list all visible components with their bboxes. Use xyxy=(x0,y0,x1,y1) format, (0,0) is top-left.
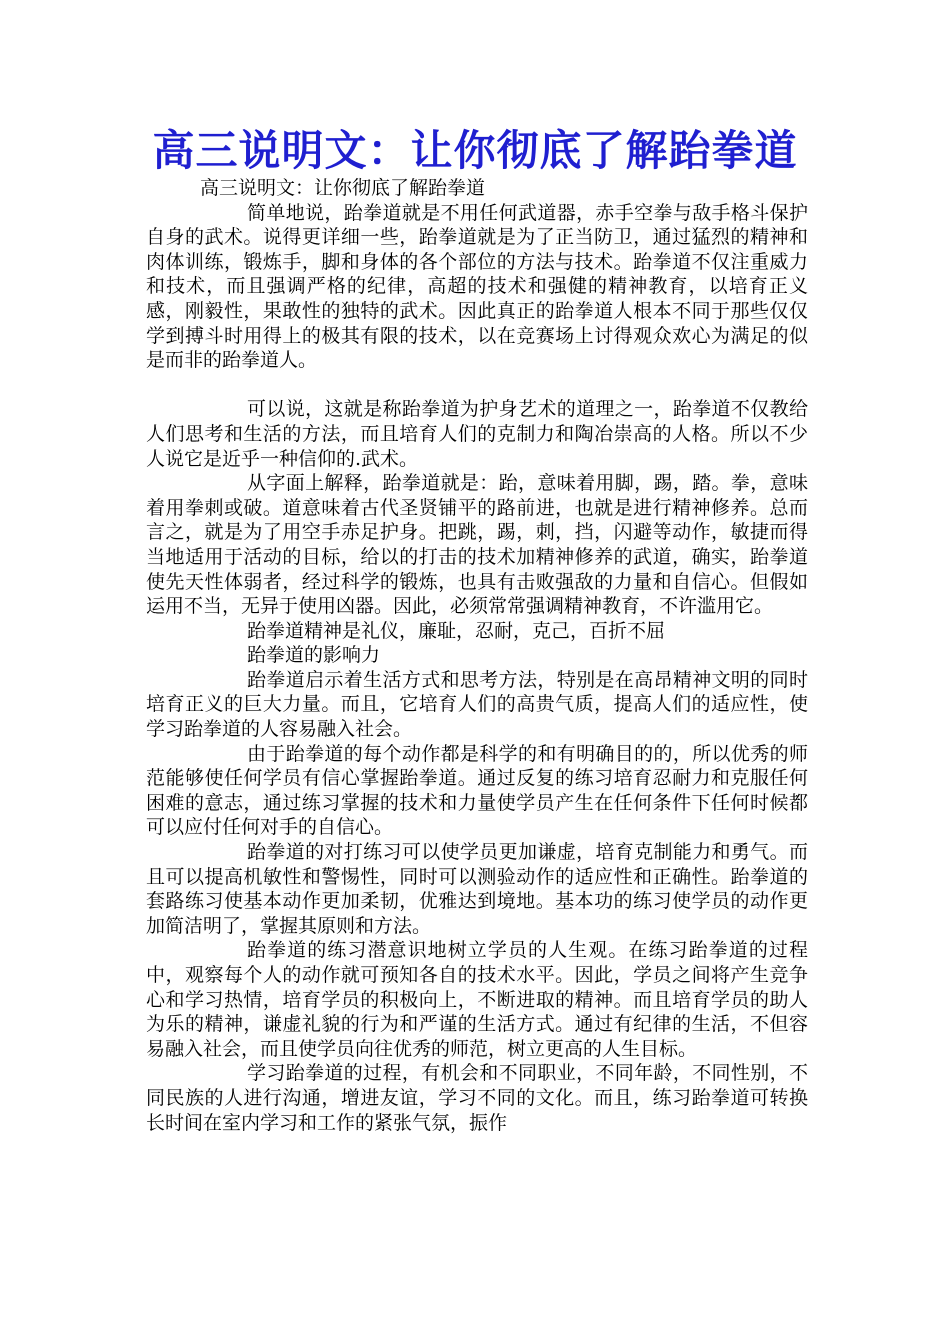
article-body xyxy=(146,176,808,1135)
paragraph-influence: 跆拳道启示着生活方式和思考方法，特别是在高昂精神文明的同时培育正义的巨大力量。而且，它培育人们的高贵气质，提高人们的适应性，使学习跆拳道的人容易融入社会。 xyxy=(146,668,808,741)
article-subtitle: 高三说明文：让你彻底了解跆拳道 xyxy=(200,177,486,199)
paragraph-intro: 简单地说，跆拳道就是不用任何武道器，赤手空拳与敌手格斗保护自身的武术。说得更详细一些，跆拳道就是为了正当防卫，通过猛烈的精神和肉体训练，锻炼手，脚和身体的各个部位的方法与技术。跆拳道不仅注重威力和技术，而且强调严格的纪律，高超的技术和强健的精神教育，以培育正义感，刚毅性，果敢性的独特的武术。因此真正的跆拳道人根本不同于那些仅仅学到搏斗时用得上的极其有限的技术，以在竞赛场上讨得观众欢心为满足的似是而非的跆拳道人。 xyxy=(146,201,808,372)
paragraph-sparring-practice: 跆拳道的对打练习可以使学员更加谦虚，培育克制能力和勇气。而且可以提高机敏性和警惕性，同时可以测验动作的适应性和正确性。跆拳道的套路练习使基本动作更加柔韧，优雅达到境地。基本功的练习使学员的动作更加简洁明了，掌握其原则和方法。 xyxy=(146,841,808,937)
paragraph-literal-meaning: 从字面上解释，跆拳道就是：跆，意味着用脚，踢，踏。拳，意味着用拳刺或破。道意味着古代圣贤铺平的路前进，也就是进行精神修养。总而言之，就是为了用空手赤足护身。把跳，踢，刺，挡，闪避等动作，敏捷而得当地适用于活动的目标，给以的打击的技术加精神修养的武道，确实，跆拳道使先天性体弱者，经过科学的锻炼，也具有击败强敌的力量和自信心。但假如运用不当，无异于使用凶器。因此，必须常常强调精神教育，不许滥用它。 xyxy=(146,472,808,618)
section-heading-influence: 跆拳道的影响力 xyxy=(247,644,381,667)
paragraph-communication: 学习跆拳道的过程，有机会和不同职业，不同年龄，不同性别，不同民族的人进行沟通，增进友谊，学习不同的文化。而且，练习跆拳道可转换长时间在室内学习和工作的紧张气氛，振作 xyxy=(146,1062,808,1134)
paragraph-spacer xyxy=(146,373,808,398)
paragraph-outlook-on-life: 跆拳道的练习潜意识地树立学员的人生观。在练习跆拳道的过程中，观察每个人的动作就可预知各自的技术水平。因此，学员之间将产生竞争心和学习热情，培育学员的积极向上，不断进取的精神。而且培育学员的助人为乐的精神，谦虚礼貌的行为和严谨的生活方式。通过有纪律的生活，不但容易融入社会，而且使学员向往优秀的师范，树立更高的人生目标。 xyxy=(146,939,808,1060)
taekwondo-spirit-line: 跆拳道精神是礼仪，廉耻，忍耐，克己，百折不屈 xyxy=(247,619,666,642)
paragraph-scientific-moves: 由于跆拳道的每个动作都是科学的和有明确目的的，所以优秀的师范能够使任何学员有信心掌握跆拳道。通过反复的练习培育忍耐力和克服任何困难的意志，通过练习掌握的技术和力量使学员产生在任何条件下任何时候都可以应付任何对手的自信心。 xyxy=(146,742,808,839)
paragraph-self-defense-art: 可以说，这就是称跆拳道为护身艺术的道理之一，跆拳道不仅教给人们思考和生活的方法，而且培育人们的克制力和陶冶崇高的人格。所以不少人说它是近乎一种信仰的.武术。 xyxy=(146,398,808,470)
page-title: 高三说明文：让你彻底了解跆拳道 xyxy=(152,126,798,175)
